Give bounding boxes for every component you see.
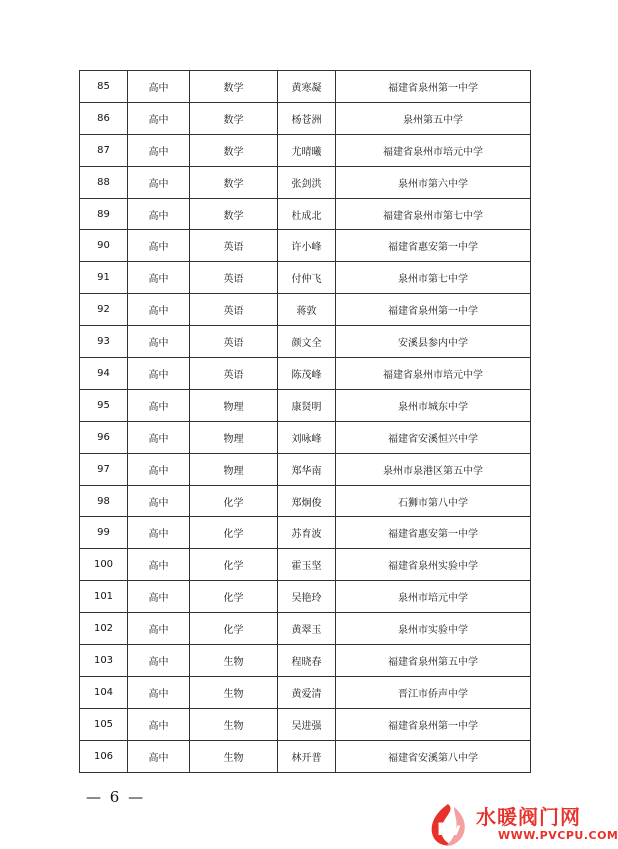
subject-cell: 化学 bbox=[190, 517, 278, 549]
watermark-title: 水暖阀门网 bbox=[476, 805, 581, 829]
school-level-cell: 高中 bbox=[128, 71, 190, 103]
school-level-cell: 高中 bbox=[128, 134, 190, 166]
school-name-cell: 福建省泉州第一中学 bbox=[336, 708, 531, 740]
table-row bbox=[80, 549, 531, 581]
teacher-name-cell: 杜成北 bbox=[278, 198, 336, 230]
teacher-name-cell: 张剑洪 bbox=[278, 166, 336, 198]
row-number-cell: 102 bbox=[80, 613, 128, 645]
subject-cell: 英语 bbox=[190, 326, 278, 358]
school-name-cell: 泉州市第六中学 bbox=[336, 166, 531, 198]
school-level-cell: 高中 bbox=[128, 549, 190, 581]
subject-cell: 物理 bbox=[190, 421, 278, 453]
row-number-cell: 88 bbox=[80, 166, 128, 198]
row-number-cell: 98 bbox=[80, 485, 128, 517]
row-number-cell: 105 bbox=[80, 708, 128, 740]
roster-table bbox=[79, 70, 531, 773]
school-level-cell: 高中 bbox=[128, 389, 190, 421]
table-row bbox=[80, 485, 531, 517]
subject-cell: 物理 bbox=[190, 389, 278, 421]
school-level-cell: 高中 bbox=[128, 166, 190, 198]
school-name-cell: 泉州市城东中学 bbox=[336, 389, 531, 421]
table-row bbox=[80, 230, 531, 262]
table-row bbox=[80, 326, 531, 358]
subject-cell: 英语 bbox=[190, 262, 278, 294]
pv-logo-icon bbox=[424, 801, 472, 849]
table-row bbox=[80, 166, 531, 198]
teacher-name-cell: 苏育波 bbox=[278, 517, 336, 549]
school-level-cell: 高中 bbox=[128, 740, 190, 772]
svg-text:Pv: Pv bbox=[437, 820, 461, 840]
table-row bbox=[80, 676, 531, 708]
school-level-cell: 高中 bbox=[128, 358, 190, 390]
row-number-cell: 92 bbox=[80, 294, 128, 326]
subject-cell: 数学 bbox=[190, 198, 278, 230]
school-level-cell: 高中 bbox=[128, 262, 190, 294]
table-row bbox=[80, 581, 531, 613]
row-number-cell: 91 bbox=[80, 262, 128, 294]
subject-cell: 数学 bbox=[190, 134, 278, 166]
subject-cell: 英语 bbox=[190, 294, 278, 326]
page-number: — 6 — bbox=[86, 788, 146, 806]
row-number-cell: 89 bbox=[80, 198, 128, 230]
row-number-cell: 103 bbox=[80, 645, 128, 677]
school-name-cell: 安溪县参内中学 bbox=[336, 326, 531, 358]
row-number-cell: 96 bbox=[80, 421, 128, 453]
school-name-cell: 泉州市实验中学 bbox=[336, 613, 531, 645]
table-row bbox=[80, 389, 531, 421]
teacher-name-cell: 郑炯俊 bbox=[278, 485, 336, 517]
school-level-cell: 高中 bbox=[128, 517, 190, 549]
table-row bbox=[80, 613, 531, 645]
school-name-cell: 福建省泉州第一中学 bbox=[336, 294, 531, 326]
school-level-cell: 高中 bbox=[128, 581, 190, 613]
row-number-cell: 93 bbox=[80, 326, 128, 358]
school-name-cell: 福建省安溪恒兴中学 bbox=[336, 421, 531, 453]
school-name-cell: 泉州市培元中学 bbox=[336, 581, 531, 613]
subject-cell: 生物 bbox=[190, 740, 278, 772]
school-level-cell: 高中 bbox=[128, 453, 190, 485]
subject-cell: 英语 bbox=[190, 230, 278, 262]
row-number-cell: 85 bbox=[80, 71, 128, 103]
row-number-cell: 95 bbox=[80, 389, 128, 421]
table-row bbox=[80, 134, 531, 166]
school-level-cell: 高中 bbox=[128, 421, 190, 453]
row-number-cell: 87 bbox=[80, 134, 128, 166]
teacher-name-cell: 许小峰 bbox=[278, 230, 336, 262]
school-name-cell: 福建省安溪第八中学 bbox=[336, 740, 531, 772]
teacher-name-cell: 付仲飞 bbox=[278, 262, 336, 294]
subject-cell: 数学 bbox=[190, 71, 278, 103]
subject-cell: 化学 bbox=[190, 485, 278, 517]
table-row bbox=[80, 740, 531, 772]
row-number-cell: 94 bbox=[80, 358, 128, 390]
school-name-cell: 石狮市第八中学 bbox=[336, 485, 531, 517]
row-number-cell: 86 bbox=[80, 102, 128, 134]
teacher-name-cell: 蒋敦 bbox=[278, 294, 336, 326]
row-number-cell: 101 bbox=[80, 581, 128, 613]
teacher-name-cell: 杨苍洲 bbox=[278, 102, 336, 134]
table-row bbox=[80, 517, 531, 549]
school-level-cell: 高中 bbox=[128, 645, 190, 677]
roster-table-body bbox=[80, 71, 531, 773]
teacher-name-cell: 康贤明 bbox=[278, 389, 336, 421]
teacher-name-cell: 霍玉坚 bbox=[278, 549, 336, 581]
school-level-cell: 高中 bbox=[128, 198, 190, 230]
row-number-cell: 104 bbox=[80, 676, 128, 708]
school-name-cell: 福建省泉州第一中学 bbox=[336, 71, 531, 103]
teacher-name-cell: 颜文全 bbox=[278, 326, 336, 358]
table-row bbox=[80, 358, 531, 390]
subject-cell: 物理 bbox=[190, 453, 278, 485]
teacher-name-cell: 黄翠玉 bbox=[278, 613, 336, 645]
school-name-cell: 福建省惠安第一中学 bbox=[336, 230, 531, 262]
teacher-name-cell: 郑华南 bbox=[278, 453, 336, 485]
table-row bbox=[80, 102, 531, 134]
teacher-name-cell: 程晓春 bbox=[278, 645, 336, 677]
school-name-cell: 泉州市第七中学 bbox=[336, 262, 531, 294]
subject-cell: 英语 bbox=[190, 358, 278, 390]
school-name-cell: 晋江市侨声中学 bbox=[336, 676, 531, 708]
watermark-url: WWW.PVCPU.COM bbox=[498, 829, 618, 842]
teacher-name-cell: 尤晴曦 bbox=[278, 134, 336, 166]
school-name-cell: 福建省泉州市培元中学 bbox=[336, 358, 531, 390]
school-name-cell: 福建省惠安第一中学 bbox=[336, 517, 531, 549]
subject-cell: 化学 bbox=[190, 549, 278, 581]
school-level-cell: 高中 bbox=[128, 613, 190, 645]
school-level-cell: 高中 bbox=[128, 326, 190, 358]
subject-cell: 化学 bbox=[190, 581, 278, 613]
teacher-name-cell: 吴艳玲 bbox=[278, 581, 336, 613]
school-level-cell: 高中 bbox=[128, 102, 190, 134]
subject-cell: 数学 bbox=[190, 166, 278, 198]
table-row bbox=[80, 294, 531, 326]
table-row bbox=[80, 198, 531, 230]
school-level-cell: 高中 bbox=[128, 708, 190, 740]
school-level-cell: 高中 bbox=[128, 294, 190, 326]
school-level-cell: 高中 bbox=[128, 676, 190, 708]
school-level-cell: 高中 bbox=[128, 485, 190, 517]
school-level-cell: 高中 bbox=[128, 230, 190, 262]
school-name-cell: 福建省泉州市培元中学 bbox=[336, 134, 531, 166]
table-row bbox=[80, 71, 531, 103]
subject-cell: 生物 bbox=[190, 708, 278, 740]
teacher-name-cell: 陈茂峰 bbox=[278, 358, 336, 390]
school-name-cell: 福建省泉州市第七中学 bbox=[336, 198, 531, 230]
teacher-name-cell: 黄爱清 bbox=[278, 676, 336, 708]
subject-cell: 化学 bbox=[190, 613, 278, 645]
row-number-cell: 97 bbox=[80, 453, 128, 485]
school-name-cell: 泉州市泉港区第五中学 bbox=[336, 453, 531, 485]
teacher-name-cell: 黄寒凝 bbox=[278, 71, 336, 103]
row-number-cell: 90 bbox=[80, 230, 128, 262]
row-number-cell: 106 bbox=[80, 740, 128, 772]
school-name-cell: 福建省泉州实验中学 bbox=[336, 549, 531, 581]
teacher-name-cell: 林开普 bbox=[278, 740, 336, 772]
teacher-name-cell: 刘咏峰 bbox=[278, 421, 336, 453]
subject-cell: 生物 bbox=[190, 645, 278, 677]
table-row bbox=[80, 645, 531, 677]
table-row bbox=[80, 708, 531, 740]
row-number-cell: 99 bbox=[80, 517, 128, 549]
school-name-cell: 泉州第五中学 bbox=[336, 102, 531, 134]
table-row bbox=[80, 262, 531, 294]
subject-cell: 数学 bbox=[190, 102, 278, 134]
school-name-cell: 福建省泉州第五中学 bbox=[336, 645, 531, 677]
table-row bbox=[80, 421, 531, 453]
watermark bbox=[424, 801, 618, 849]
subject-cell: 生物 bbox=[190, 676, 278, 708]
row-number-cell: 100 bbox=[80, 549, 128, 581]
table-row bbox=[80, 453, 531, 485]
teacher-name-cell: 吴进强 bbox=[278, 708, 336, 740]
